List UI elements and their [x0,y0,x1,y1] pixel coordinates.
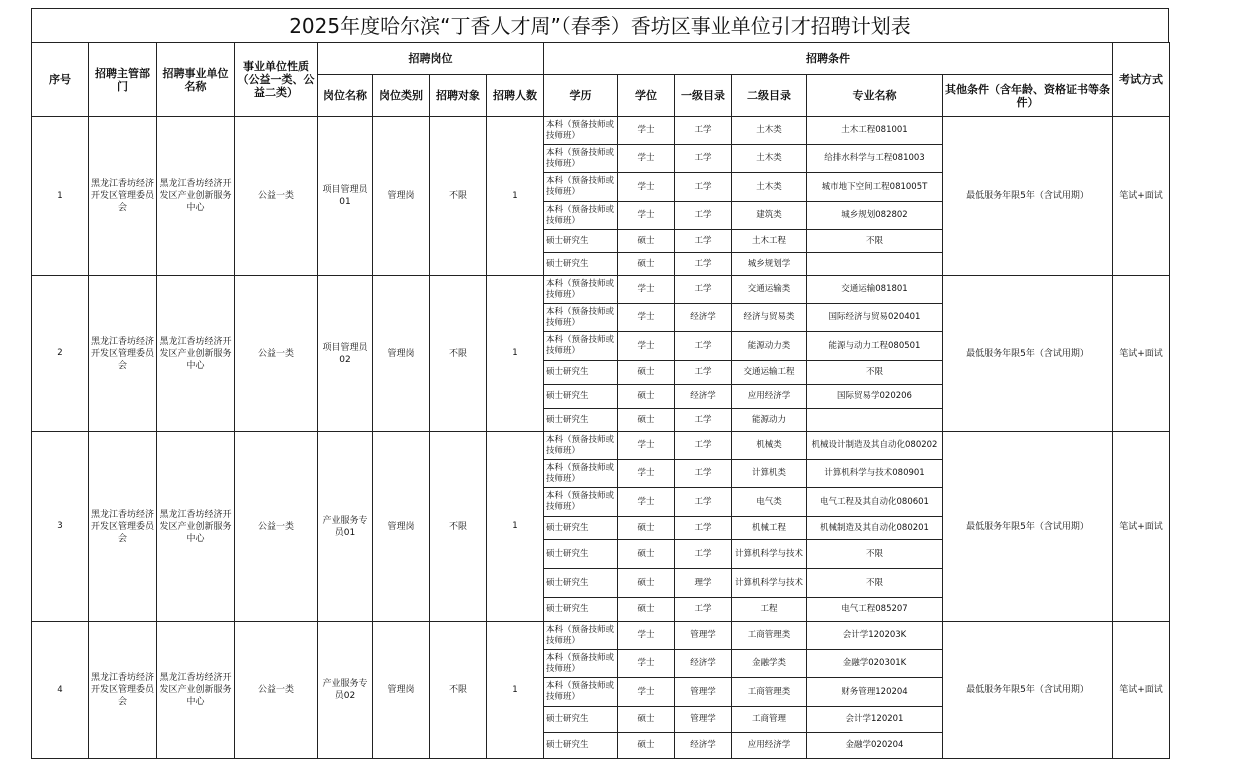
group-count: 1 [487,276,544,432]
cell-edu: 硕士研究生 [544,569,618,598]
group-nature: 公益一类 [235,432,318,622]
cell-degree: 硕士 [618,385,675,409]
recruitment-plan-sheet [31,8,1169,759]
cell-edu: 本科（预备技师或技师班） [544,622,618,650]
cell-cat2: 交通运输工程 [732,361,807,385]
cell-edu: 硕士研究生 [544,733,618,759]
group-dept: 黑龙江香坊经济开发区管理委员会 [89,432,157,622]
header-conditions-group: 招聘条件 [544,43,1113,75]
header-seq: 序号 [32,43,89,117]
cell-edu: 本科（预备技师或技师班） [544,117,618,145]
group-exam: 笔试+面试 [1113,117,1170,276]
group-dept: 黑龙江香坊经济开发区管理委员会 [89,117,157,276]
cell-edu: 本科（预备技师或技师班） [544,304,618,332]
header-other: 其他条件（含年龄、资格证书等条件） [943,75,1113,117]
cell-cat1: 管理学 [675,678,732,707]
cell-cat1: 工学 [675,145,732,173]
cell-degree: 学士 [618,145,675,173]
cell-major: 交通运输081801 [807,276,943,304]
cell-cat2: 工商管理 [732,707,807,733]
group-seq: 3 [32,432,89,622]
group-target: 不限 [430,117,487,276]
cell-major: 金融学020204 [807,733,943,759]
group-target: 不限 [430,432,487,622]
group-count: 1 [487,117,544,276]
group-other-conditions: 最低服务年限5年（含试用期） [943,432,1113,622]
table-row [32,622,1170,650]
group-other-conditions: 最低服务年限5年（含试用期） [943,622,1113,759]
group-dept: 黑龙江香坊经济开发区管理委员会 [89,276,157,432]
cell-cat2: 计算机科学与技术 [732,569,807,598]
cell-degree: 硕士 [618,253,675,276]
table-body [32,117,1170,759]
cell-degree: 学士 [618,202,675,230]
cell-cat1: 工学 [675,276,732,304]
group-pos-name: 产业服务专员01 [318,432,373,622]
group-unit: 黑龙江香坊经济开发区产业创新服务中心 [157,117,235,276]
cell-cat2: 经济与贸易类 [732,304,807,332]
header-pos-name: 岗位名称 [318,75,373,117]
cell-degree: 学士 [618,432,675,460]
cell-cat1: 工学 [675,488,732,517]
group-unit: 黑龙江香坊经济开发区产业创新服务中心 [157,276,235,432]
cell-cat1: 经济学 [675,385,732,409]
cell-edu: 硕士研究生 [544,230,618,253]
cell-major [807,253,943,276]
header-pos-type: 岗位类别 [373,75,430,117]
cell-cat2: 土木工程 [732,230,807,253]
cell-cat1: 工学 [675,432,732,460]
group-pos-type: 管理岗 [373,117,430,276]
group-seq: 4 [32,622,89,759]
cell-degree: 学士 [618,117,675,145]
table-row [32,432,1170,460]
table-row [32,117,1170,145]
cell-degree: 学士 [618,488,675,517]
cell-edu: 硕士研究生 [544,540,618,569]
cell-major: 国际贸易学020206 [807,385,943,409]
cell-cat2: 机械工程 [732,517,807,540]
cell-major: 机械制造及其自动化080201 [807,517,943,540]
header-position-group: 招聘岗位 [318,43,544,75]
cell-cat2: 建筑类 [732,202,807,230]
cell-major: 不限 [807,540,943,569]
cell-edu: 硕士研究生 [544,517,618,540]
cell-edu: 硕士研究生 [544,707,618,733]
group-nature: 公益一类 [235,117,318,276]
cell-degree: 硕士 [618,540,675,569]
cell-major: 会计学120203K [807,622,943,650]
cell-cat1: 经济学 [675,733,732,759]
cell-cat1: 管理学 [675,707,732,733]
cell-cat1: 经济学 [675,304,732,332]
cell-cat2: 金融学类 [732,650,807,678]
header-cat2: 二级目录 [732,75,807,117]
recruitment-table [31,42,1170,759]
group-target: 不限 [430,622,487,759]
cell-cat2: 工商管理类 [732,622,807,650]
cell-cat1: 工学 [675,361,732,385]
cell-degree: 学士 [618,460,675,488]
group-pos-type: 管理岗 [373,432,430,622]
cell-cat2: 计算机科学与技术 [732,540,807,569]
group-target: 不限 [430,276,487,432]
header-nature: 事业单位性质（公益一类、公益二类） [235,43,318,117]
cell-cat1: 理学 [675,569,732,598]
cell-major: 不限 [807,230,943,253]
cell-edu: 本科（预备技师或技师班） [544,202,618,230]
cell-cat1: 管理学 [675,622,732,650]
cell-edu: 本科（预备技师或技师班） [544,145,618,173]
cell-edu: 本科（预备技师或技师班） [544,332,618,361]
cell-cat2: 土木类 [732,145,807,173]
cell-major: 电气工程085207 [807,598,943,622]
cell-cat2: 电气类 [732,488,807,517]
cell-cat1: 工学 [675,460,732,488]
cell-cat2: 土木类 [732,117,807,145]
cell-degree: 硕士 [618,230,675,253]
group-pos-name: 项目管理员02 [318,276,373,432]
cell-cat1: 工学 [675,253,732,276]
header-cat1: 一级目录 [675,75,732,117]
group-pos-name: 项目管理员01 [318,117,373,276]
cell-edu: 硕士研究生 [544,361,618,385]
header-target: 招聘对象 [430,75,487,117]
cell-cat2: 土木类 [732,173,807,202]
cell-major: 城乡规划082802 [807,202,943,230]
cell-cat1: 工学 [675,117,732,145]
cell-degree: 学士 [618,678,675,707]
header-dept: 招聘主管部门 [89,43,157,117]
group-seq: 1 [32,117,89,276]
cell-degree: 学士 [618,650,675,678]
cell-degree: 硕士 [618,409,675,432]
group-count: 1 [487,432,544,622]
cell-degree: 硕士 [618,361,675,385]
cell-major [807,409,943,432]
group-pos-type: 管理岗 [373,622,430,759]
group-exam: 笔试+面试 [1113,276,1170,432]
cell-cat2: 应用经济学 [732,733,807,759]
cell-degree: 硕士 [618,707,675,733]
cell-edu: 硕士研究生 [544,385,618,409]
cell-edu: 本科（预备技师或技师班） [544,488,618,517]
group-nature: 公益一类 [235,622,318,759]
cell-cat2: 能源动力 [732,409,807,432]
table-row [32,276,1170,304]
group-other-conditions: 最低服务年限5年（含试用期） [943,276,1113,432]
cell-major: 不限 [807,569,943,598]
cell-major: 城市地下空间工程081005T [807,173,943,202]
header-edu: 学历 [544,75,618,117]
cell-edu: 硕士研究生 [544,253,618,276]
cell-cat2: 城乡规划学 [732,253,807,276]
group-unit: 黑龙江香坊经济开发区产业创新服务中心 [157,622,235,759]
cell-cat2: 能源动力类 [732,332,807,361]
header-unit: 招聘事业单位名称 [157,43,235,117]
group-other-conditions: 最低服务年限5年（含试用期） [943,117,1113,276]
header-count: 招聘人数 [487,75,544,117]
cell-major: 不限 [807,361,943,385]
cell-cat1: 工学 [675,230,732,253]
cell-degree: 学士 [618,304,675,332]
cell-cat1: 工学 [675,173,732,202]
cell-cat2: 工商管理类 [732,678,807,707]
cell-major: 能源与动力工程080501 [807,332,943,361]
cell-major: 电气工程及其自动化080601 [807,488,943,517]
cell-edu: 本科（预备技师或技师班） [544,678,618,707]
cell-major: 计算机科学与技术080901 [807,460,943,488]
cell-edu: 本科（预备技师或技师班） [544,276,618,304]
cell-degree: 学士 [618,332,675,361]
group-exam: 笔试+面试 [1113,622,1170,759]
group-dept: 黑龙江香坊经济开发区管理委员会 [89,622,157,759]
cell-cat1: 经济学 [675,650,732,678]
group-nature: 公益一类 [235,276,318,432]
cell-cat1: 工学 [675,598,732,622]
cell-degree: 硕士 [618,569,675,598]
group-exam: 笔试+面试 [1113,432,1170,622]
cell-edu: 硕士研究生 [544,598,618,622]
cell-major: 土木工程081001 [807,117,943,145]
header-major: 专业名称 [807,75,943,117]
group-pos-type: 管理岗 [373,276,430,432]
cell-cat2: 交通运输类 [732,276,807,304]
cell-cat2: 机械类 [732,432,807,460]
cell-degree: 硕士 [618,517,675,540]
cell-cat2: 应用经济学 [732,385,807,409]
cell-degree: 学士 [618,276,675,304]
table-header [32,43,1170,117]
cell-major: 会计学120201 [807,707,943,733]
group-pos-name: 产业服务专员02 [318,622,373,759]
cell-edu: 本科（预备技师或技师班） [544,460,618,488]
group-count: 1 [487,622,544,759]
cell-cat2: 计算机类 [732,460,807,488]
cell-cat1: 工学 [675,202,732,230]
group-unit: 黑龙江香坊经济开发区产业创新服务中心 [157,432,235,622]
cell-degree: 学士 [618,622,675,650]
page-title: 2025年度哈尔滨“丁香人才周”（春季）香坊区事业单位引才招聘计划表 [31,8,1169,42]
cell-cat1: 工学 [675,517,732,540]
cell-edu: 硕士研究生 [544,409,618,432]
cell-edu: 本科（预备技师或技师班） [544,173,618,202]
cell-degree: 学士 [618,173,675,202]
cell-edu: 本科（预备技师或技师班） [544,432,618,460]
cell-degree: 硕士 [618,598,675,622]
cell-cat1: 工学 [675,409,732,432]
header-exam: 考试方式 [1113,43,1170,117]
cell-major: 机械设计制造及其自动化080202 [807,432,943,460]
cell-cat1: 工学 [675,332,732,361]
cell-major: 国际经济与贸易020401 [807,304,943,332]
cell-edu: 本科（预备技师或技师班） [544,650,618,678]
cell-major: 给排水科学与工程081003 [807,145,943,173]
group-seq: 2 [32,276,89,432]
cell-major: 财务管理120204 [807,678,943,707]
cell-degree: 硕士 [618,733,675,759]
cell-major: 金融学020301K [807,650,943,678]
header-degree: 学位 [618,75,675,117]
cell-cat2: 工程 [732,598,807,622]
cell-cat1: 工学 [675,540,732,569]
